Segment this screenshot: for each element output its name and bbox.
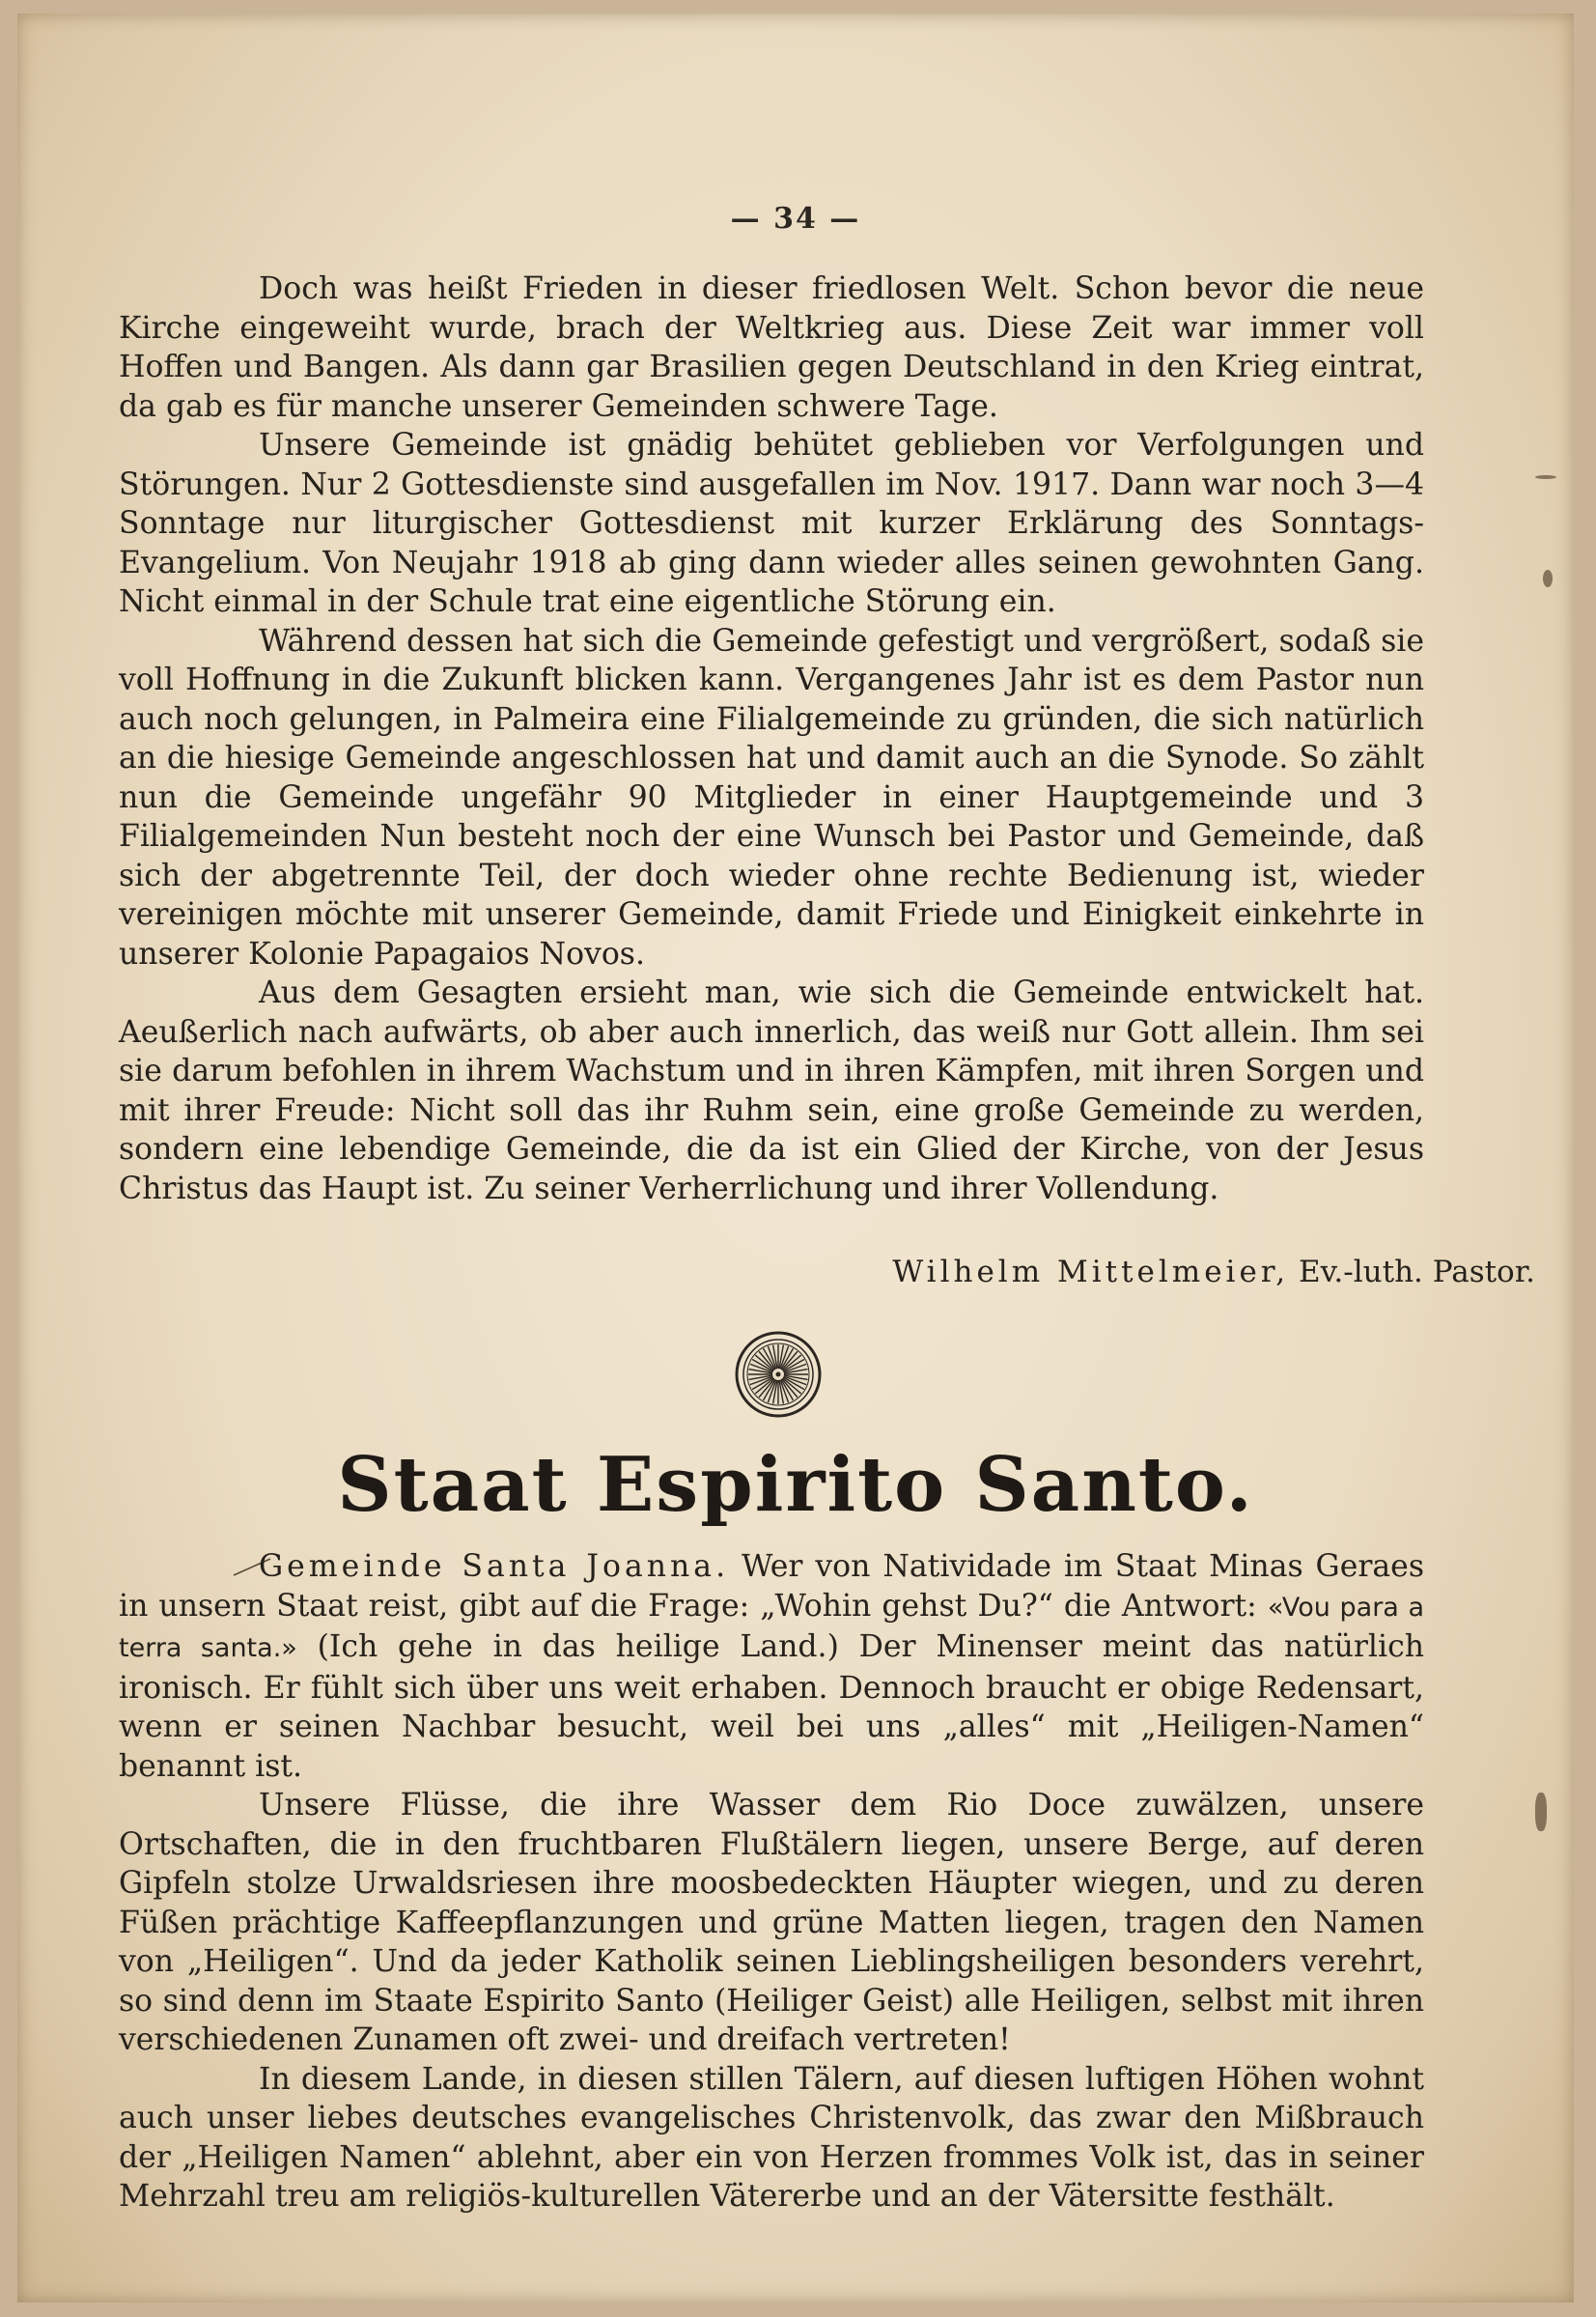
article-continuation xyxy=(119,269,1424,1208)
author-signature xyxy=(17,1255,1535,1289)
paragraph-text: (Ich gehe in das heilige Land.) Der Minenser meint das natürlich ironisch. Er fühlt sich über uns weit erhaben. Dennoch braucht er obige Redensart, wenn er seinen Nachbar besucht, weil bei uns „alles“ mit „Heiligen-Namen“ benannt ist. xyxy=(119,1629,1424,1784)
section-body xyxy=(119,1547,1424,2217)
signature-name: Wilhelm Mittelmeier, xyxy=(892,1255,1290,1289)
paragraph: Während dessen hat sich die Gemeinde gefestigt und vergrößert, sodaß sie voll Hoffnung in die Zukunft blicken kann. Vergangenes Jahr ist es dem Pastor nun auch noch gelungen, in Palmeira eine Filialgemeinde zu gründen, die sich natürlich an die hiesige Gemeinde angeschlossen hat und damit auch an die Synode. So zählt nun die Gemeinde ungefähr 90 Mitglieder in einer Hauptgemeinde und 3 Filialgemeinden Nun besteht noch der eine Wunsch bei Pastor und Gemeinde, daß sich der abgetrennte Teil, der doch wieder ohne rechte Bedienung ist, wieder vereinigen möchte mit unserer Gemeinde, damit Friede und Einigkeit einkehrte in unserer Kolonie Papagaios Novos. xyxy=(119,623,1424,972)
document-page xyxy=(17,14,1574,2303)
portuguese-quote: «Vou para a terra santa.» xyxy=(119,1592,1424,1663)
paper-blemish xyxy=(1535,1793,1547,1831)
paragraph: In diesem Lande, in diesen stillen Tälern, auf diesen luftigen Höhen wohnt auch unser liebes deutsches evangelisches Christenvolk, das zwar den Mißbrauch der „Heiligen Namen“ ablehnt, aber ein von Herzen frommes Volk ist, das in seiner Mehrzahl treu am religiös-kulturellen Vätererbe und an der Vätersitte festhält. xyxy=(119,2061,1424,2214)
paper-blemish xyxy=(1535,475,1556,479)
paper-blemish xyxy=(1543,570,1553,587)
section-title: Staat Espirito Santo. xyxy=(337,1441,1254,1529)
sun-wheel-ornament-icon xyxy=(734,1330,823,1419)
paragraph-text: Wer von Natividade im Staat Minas Geraes in unsern Staat reist, gibt auf die Frage: „Wohin gehst Du?“ die Antwort: xyxy=(119,1549,1424,1624)
paragraph: Aus dem Gesagten ersieht man, wie sich die Gemeinde entwickelt hat. Aeußerlich nach aufwärts, ob aber auch innerlich, das weiß nur Gott allein. Ihm sei sie darum befohlen in ihrem Wachstum und in ihren Kämpfen, mit ihren Sorgen und mit ihrer Freude: Nicht soll das ihr Ruhm sein, eine große Gemeinde zu werden, sondern eine lebendige Gemeinde, die da ist ein Glied der Kirche, von der Jesus Christus das Haupt ist. Zu seiner Verherrlichung und ihrer Vollendung. xyxy=(119,975,1424,1206)
page-number: — 34 — xyxy=(730,202,861,236)
paragraph: Doch was heißt Frieden in dieser friedlosen Welt. Schon bevor die neue Kirche eingeweiht wurde, brach der Weltkrieg aus. Diese Zeit war immer voll Hoffen und Bangen. Als dann gar Brasilien gegen Deutschland in den Krieg eintrat, da gab es für manche unserer Gemeinden schwere Tage. xyxy=(119,271,1424,424)
paragraph xyxy=(119,1547,1424,1786)
signature-title: Ev.-luth. Pastor. xyxy=(1298,1255,1535,1289)
paragraph: Unsere Flüsse, die ihre Wasser dem Rio Doce zuwälzen, unsere Ortschaften, die in den fruchtbaren Flußtälern liegen, unsere Berge, auf deren Gipfeln stolze Urwaldsriesen ihre moosbedeckten Häupter wiegen, und zu deren Füßen prächtige Kaffeepflanzungen und grüne Matten liegen, tragen den Namen von „Heiligen“. Und da jeder Katholik seinen Lieblingsheiligen besonders verehrt, so sind denn im Staate Espirito Santo (Heiliger Geist) alle Heiligen, selbst mit ihren verschiedenen Zunamen oft zwei- und dreifach vertreten! xyxy=(119,1788,1424,2057)
paragraph: Unsere Gemeinde ist gnädig behütet geblieben vor Verfolgungen und Störungen. Nur 2 Gottesdienste sind ausgefallen im Nov. 1917. Dann war noch 3—4 Sonntage nur liturgischer Gottesdienst mit kurzer Erklärung des Sonntags-Evangelium. Von Neujahr 1918 ab ging dann wieder alles seinen gewohnten Gang. Nicht einmal in der Schule trat eine eigentliche Störung ein. xyxy=(119,428,1424,619)
congregation-name: Gemeinde Santa Joanna. xyxy=(259,1549,730,1584)
